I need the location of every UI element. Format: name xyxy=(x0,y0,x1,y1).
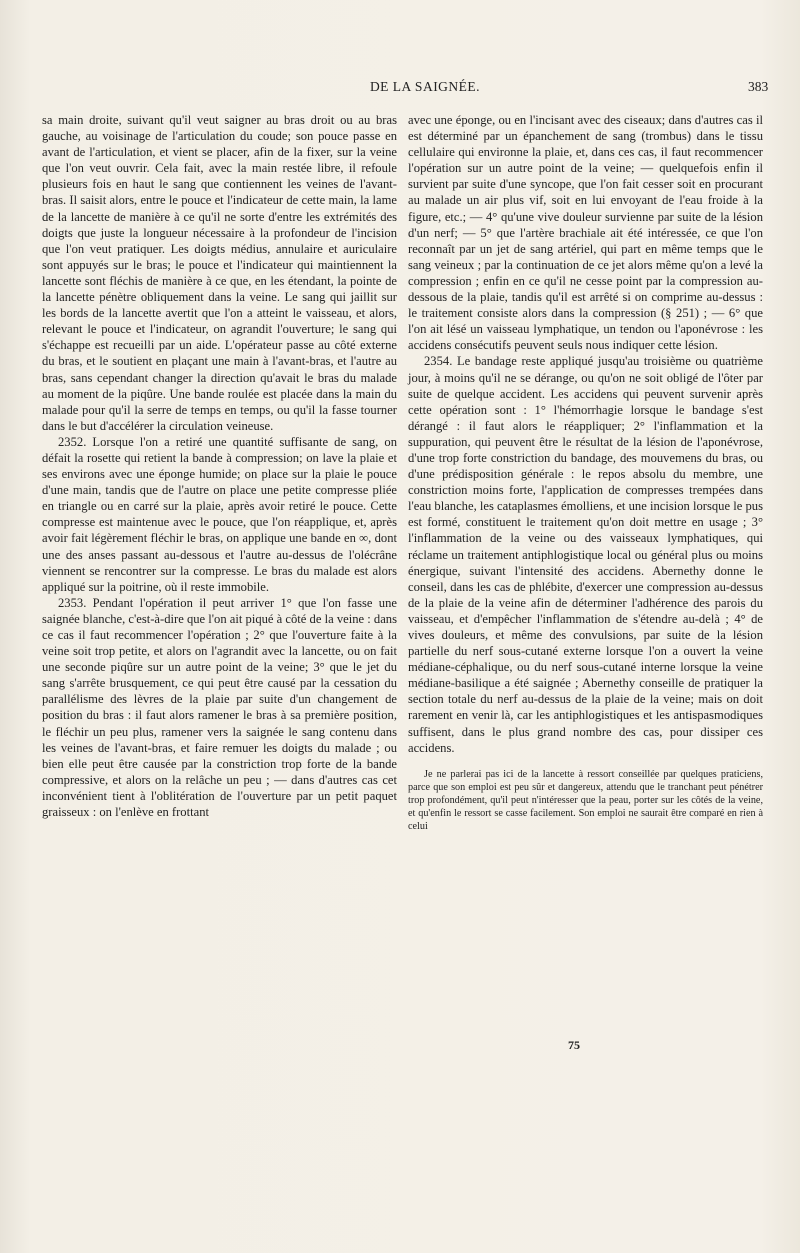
paragraph-2353: 2353. Pendant l'opération il peut arriver 1° que l'on fasse une saignée blanche, c'est-à-dire que l'on ait piqué à côté de la veine : dans ce cas il faut recommencer l'opération ; 2° que l'ouverture faite à la veine soit trop petite, et alors on l'agrandit avec la lancette, ou on fait une seconde piqûre sur un autre point de la veine; 3° que le jet du sang s'arrête brusquement, ce qui peut être causé par la cessation du parallélisme des lèvres de la plaie par suite d'un changement de position du bras : il faut alors ramener le bras à sa première position, le fléchir un peu plus, ramener vers la saignée le sang contenu dans les veines de l'avant-bras, et faire remuer les doigts du malade ; ou bien elle peut être causée par la constriction trop forte de la bande compressive, et alors on la relâche un peu ; — dans d'autres cas cet inconvénient tient à l'oblitération de l'ouverture par un petit paquet graisseux : on l'enlève en frottant xyxy=(42,595,397,820)
signature-mark: 75 xyxy=(568,1038,580,1052)
left-column xyxy=(42,112,397,820)
paragraph-continued: sa main droite, suivant qu'il veut saigner au bras droit ou au bras gauche, au voisinage de l'articulation du coude; son pouce passe en avant de l'articulation, et vient se placer, afin de la fixer, sur la veine que l'on veut ouvrir. Cela fait, avec la main restée libre, il refoule plusieurs fois en haut le sang que contiennent les veines de l'avant-bras. Il saisit alors, entre le pouce et l'indicateur de cette main, la lame de la lancette de manière à ce qu'il ne sorte d'entre les extrémités des doigts que juste la longueur nécessaire à la profondeur de l'incision que l'on veut pratiquer. Les doigts médius, annulaire et auriculaire sont appuyés sur le bras; le pouce et l'indicateur qui maintiennent la lancette sont fléchis de manière à ce que, en les étendant, la pointe de la lancette pénètre obliquement dans la veine. Le sang qui jaillit sur les bords de la lancette avertit que l'on a atteint le vaisseau, et alors, relevant le pouce et l'indicateur, on agrandit l'ouverture; le sang qui s'échappe est recueilli par un aide. L'opérateur passe au côté externe du bras, et le soutient en plaçant une main à l'avant-bras, et l'autre au bras, sans cependant changer la direction qu'avait le bras du malade au moment de la piqûre. Une bande roulée est placée dans la main du malade pour qu'il la serre de temps en temps, ou qu'il la fasse tourner dans le but d'accélérer la circulation veineuse. xyxy=(42,113,397,433)
right-column xyxy=(408,112,763,833)
page-number: 383 xyxy=(748,79,769,94)
paragraph-2352: 2352. Lorsque l'on a retiré une quantité suffisante de sang, on défait la rosette qui retient la bande à compression; on lave la plaie et ses environs avec une éponge humide; on place sur la plaie le pouce d'une main, tandis que de l'autre on place une petite compresse pliée en triangle ou en carré sur la plaie, après avoir retiré le pouce. Cette compresse est maintenue avec le pouce, que l'on réapplique, et, après avoir fait légèrement fléchir le bras, on applique une bande en ∞, dont une des anses passant au-dessous et l'autre au-dessus de l'olécrâne viennent se rencontrer sur la compresse. Le bras du malade est alors appliqué sur la poitrine, où il reste immobile. xyxy=(42,434,397,594)
page-header xyxy=(0,79,800,101)
paragraph-continued-right: avec une éponge, ou en l'incisant avec des ciseaux; dans d'autres cas il est déterminé par un épanchement de sang (trombus) dans le tissu cellulaire qui environne la plaie, et, dans ces cas, il faut recommencer l'opération sur un autre point de la veine; — quelquefois enfin il survient par suite d'une syncope, que l'on fait cesser soit en procurant au malade un air plus vif, soit en lui envoyant de l'eau froide à la figure, etc.; — 4° qu'une vive douleur survienne par suite de la lésion d'un nerf; — 5° que l'artère brachiale ait été intéressée, ce que l'on reconnaît par un jet de sang artériel, qui part en même temps que le sang veineux ; par la continuation de ce jet alors même qu'on a levé la compression ; enfin en ce qu'il ne cesse point par la compression au-dessous de la plaie, tandis qu'il est arrêté si on comprime au-dessus : le traitement consiste alors dans la compression (§ 251) ; — 6° que l'on ait lésé un vaisseau lymphatique, un tendon ou l'aponévrose : les accidens consécutifs peuvent seuls nous indiquer cette lésion. xyxy=(408,113,763,353)
running-title: DE LA SAIGNÉE. xyxy=(369,79,481,94)
paragraph-2354: 2354. Le bandage reste appliqué jusqu'au troisième ou quatrième jour, à moins qu'il ne se dérange, ou qu'on ne soit obligé de l'ôter par suite de quelque accident. Les accidens qui peuvent survenir après cette opération sont : 1° l'hémorrhagie lorsque le bandage s'est dérangé : il faut alors le réappliquer; 2° l'inflammation et la suppuration, qui peuvent être le résultat de la lésion de l'aponévrose, d'une trop forte constriction du bandage, des mouvemens du bras, ou d'une prédisposition générale : le repos absolu du membre, une constriction moins forte, l'application de compresses trempées dans l'eau blanche, les cataplasmes émolliens, et une incision lorsque le pus est formé, constituent le traitement qu'on doit mettre en usage ; 3° l'inflammation de la veine ou des vaisseaux lymphatiques, qui réclame un traitement antiphlogistique local ou général plus ou moins énergique, suivant l'intensité des accidens. Abernethy donne le conseil, dans les cas de phlébite, d'exercer une compression au-dessus de la plaie de la veine afin de déterminer l'adhérence des parois du vaisseau, et d'empêcher l'inflammation de s'étendre au-delà ; 4° de vives douleurs, et même des convulsions, par suite de la lésion partielle du nerf sous-cutané externe lorsque l'on a ouvert la veine médiane-céphalique, ou du nerf sous-cutané interne lorsque la veine médiane-basilique a été saignée ; Abernethy conseille de pratiquer la section totale du nerf au-dessus de la plaie de la veine; mais on doit rarement en venir là, car les antiphlogistiques et les antispasmodiques suffisent, dans le plus grand nombre des cas, pour dissiper ces accidens. xyxy=(408,354,763,755)
footnote-paragraph: Je ne parlerai pas ici de la lancette à ressort conseillée par quelques praticiens, parce que son emploi est peu sûr et dangereux, attendu que le tranchant peut pénétrer trop profondément, qu'il peut n'intéresser que la peau, porter sur les côtés de la veine, et qu'enfin le ressort se casse facilement. Son emploi ne saurait être comparé en rien à celui xyxy=(408,768,763,832)
